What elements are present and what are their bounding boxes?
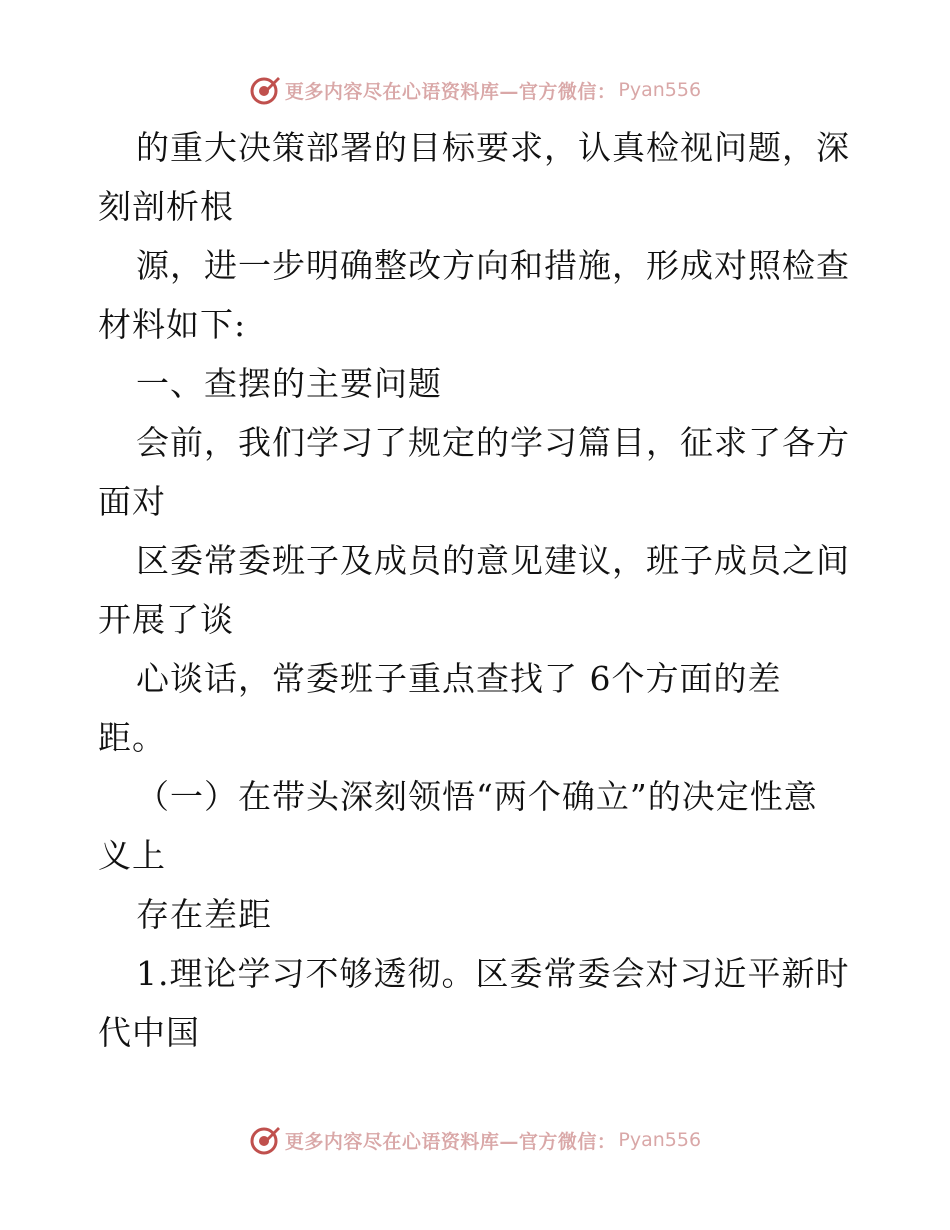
text-line: 刻剖析根	[98, 187, 234, 226]
text-line: 源，进一步明确整改方向和措施，形成对照检查	[136, 246, 850, 285]
pen-logo-icon	[249, 1124, 281, 1156]
text-line: 面对	[98, 482, 166, 521]
text-line: 义上	[98, 836, 166, 875]
text-line: 一、查摆的主要问题	[136, 364, 442, 403]
text-line: 1.理论学习不够透彻。区委常委会对习近平新时	[136, 954, 850, 993]
text-line: 距。	[98, 718, 166, 757]
watermark-text: 更多内容尽在心语资料库—官方微信：	[284, 1130, 617, 1153]
document-body	[98, 118, 858, 1062]
text-line: 会前，我们学习了规定的学习篇目，征求了各方	[136, 423, 850, 462]
text-line: 材料如下:	[98, 305, 247, 344]
text-line: 存在差距	[136, 895, 272, 934]
text-line: 代中国	[98, 1013, 200, 1052]
text-line: 开展了谈	[98, 600, 234, 639]
footer-watermark	[0, 1122, 950, 1158]
text-line: 区委常委班子及成员的意见建议，班子成员之间	[136, 541, 850, 580]
pen-logo-icon	[249, 74, 281, 106]
text-line: 的重大决策部署的目标要求，认真检视问题，深	[136, 128, 850, 167]
text-line: 心谈话，常委班子重点查找了 6个方面的差	[136, 659, 782, 698]
watermark-wechat-id: Pyan556	[618, 1129, 702, 1151]
header-watermark	[0, 72, 950, 108]
watermark-wechat-id: Pyan556	[618, 79, 702, 101]
watermark-text: 更多内容尽在心语资料库—官方微信：	[284, 80, 617, 103]
text-line: （一）在带头深刻领悟“两个确立”的决定性意	[136, 777, 818, 816]
